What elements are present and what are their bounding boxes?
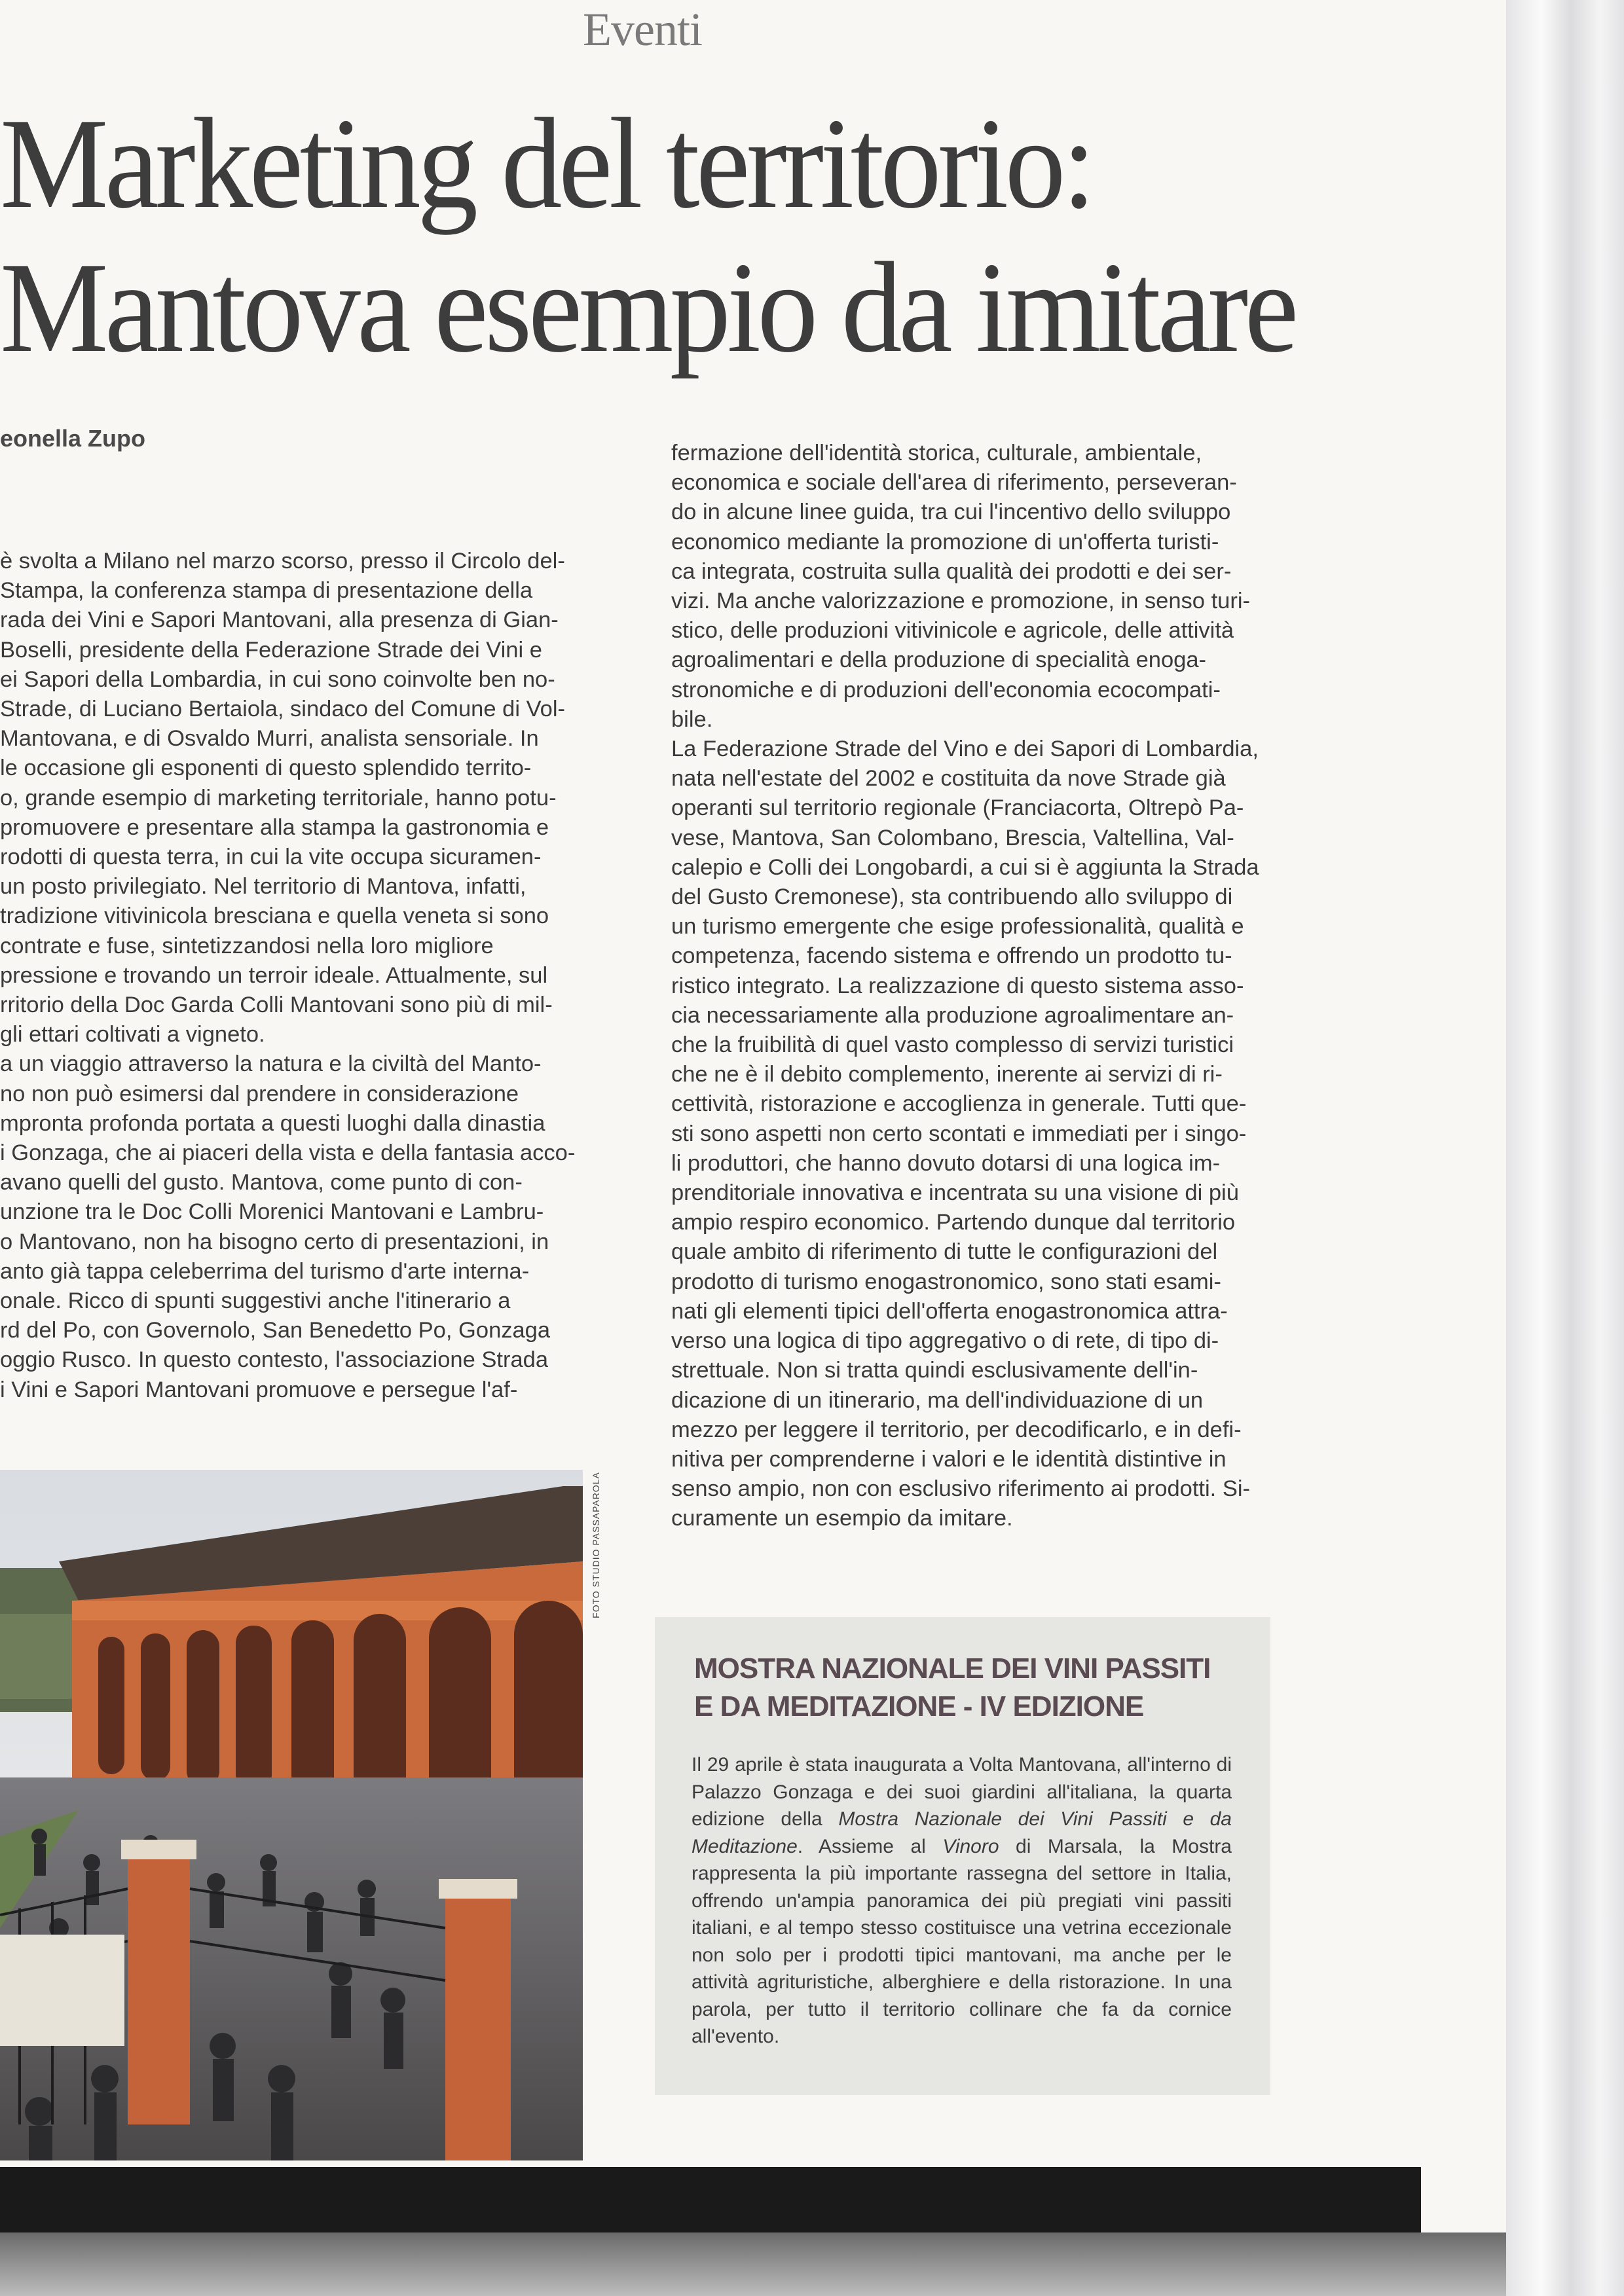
sidebar-title-line-2: E DA MEDITAZIONE - IV EDIZIONE	[694, 1690, 1144, 1722]
article-line: i Gonzaga, che ai piaceri della vista e della fantasia acco-	[0, 1140, 576, 1166]
photo-credit	[583, 1473, 609, 1617]
sidebar-text-part-1: Il 29 aprile è stata inaugurata a Volta Mantovana, all'interno di Palazzo Gonzaga e dei suoi giardini all'italiana, la quarta edizione della	[692, 1754, 1232, 1830]
article-line: promuovere e presentare alla stampa la gastronomia e	[0, 814, 549, 840]
article-line: stronomiche e di produzioni dell'economia ecocompati-	[671, 677, 1221, 702]
article-line: o, grande esempio di marketing territoriale, hanno potu-	[0, 785, 557, 811]
article-line: Strade, di Luciano Bertaiola, sindaco del Comune di Vol-	[0, 697, 566, 722]
headline-line-2: Mantova esempio da imitare	[0, 236, 1295, 379]
event-photo	[0, 1470, 583, 2160]
article-line: del Gusto Cremonese), sta contribuendo allo sviluppo di	[671, 884, 1233, 910]
article-line: La Federazione Strade del Vino e dei Sapori di Lombardia,	[671, 737, 1259, 762]
article-headline	[0, 92, 1295, 380]
article-line: ca integrata, costruita sulla qualità dei prodotti e dei ser-	[671, 558, 1232, 584]
article-line: verso una logica di tipo aggregativo o di rete, di tipo di-	[671, 1328, 1219, 1354]
article-line: operanti sul territorio regionale (Franciacorta, Oltrepò Pa-	[671, 795, 1244, 821]
article-line: rritorio della Doc Garda Colli Mantovani sono più di mil-	[0, 993, 553, 1018]
article-line: do in alcune linee guida, tra cui l'incentivo dello sviluppo	[671, 500, 1231, 525]
article-line: cettività, ristorazione e accoglienza in generale. Tutti que-	[671, 1091, 1247, 1117]
article-line: pressione e trovando un terroir ideale. Attualmente, sul	[0, 962, 548, 988]
article-line: ei Sapori della Lombardia, in cui sono coinvolte ben no-	[0, 666, 555, 692]
article-line: competenza, facendo sistema e offrendo un prodotto tu-	[671, 943, 1232, 969]
article-line: a un viaggio attraverso la natura e la civiltà del Manto-	[0, 1051, 542, 1077]
article-line: Boselli, presidente della Federazione Strade dei Vini e	[0, 637, 542, 663]
article-line: oggio Rusco. In questo contesto, l'associazione Strada	[0, 1347, 549, 1373]
sidebar-text-part-3: di Marsala, la Mostra rappresenta la più importante rassegna del settore in Italia, offrendo un'ampia panoramica dei più pregiati vini passiti italiani, e al tempo stesso costituisce una vetrina eccezionale non solo per i prodotti tipici mantovani, ma anche per le attività agrituristiche, alberghiere e della ristorazione. In una parola, per tutto il territorio collinare che fa da cornice all'evento.	[692, 1835, 1232, 2047]
article-line: cia necessariamente alla produzione agroalimentare an-	[671, 1002, 1234, 1028]
article-line: un posto privilegiato. Nel territorio di Mantova, infatti,	[0, 874, 526, 900]
author-byline: eonella Zupo	[0, 425, 146, 452]
article-line: tradizione vitivinicola bresciana e quella veneta si sono	[0, 903, 549, 929]
sidebar-event-name: Mostra Nazionale dei Vini Passiti e da Meditazione	[692, 1808, 1232, 1857]
sidebar-vinoro-name: Vinoro	[942, 1835, 999, 1857]
article-line: rd del Po, con Governolo, San Benedetto Po, Gonzaga	[0, 1318, 551, 1343]
article-line: che la fruibilità di quel vasto complesso di servizi turistici	[671, 1032, 1234, 1058]
article-line: nati gli elementi tipici dell'offerta enogastronomica attra-	[671, 1298, 1228, 1324]
article-line: vese, Mantova, San Colombano, Brescia, Valtellina, Val-	[671, 825, 1234, 850]
article-line: stico, delle produzioni vitivinicole e agricole, delle attività	[671, 618, 1234, 644]
article-line: curamente un esempio da imitare.	[671, 1506, 1013, 1531]
article-line: che ne è il debito complemento, inerente ai servizi di ri-	[671, 1062, 1223, 1087]
article-line: un turismo emergente che esige professionalità, qualità e	[671, 914, 1244, 939]
article-line: economica e sociale dell'area di riferimento, perseveran-	[671, 470, 1237, 496]
sidebar-text	[692, 1751, 1232, 2050]
article-line: rodotti di questa terra, in cui la vite occupa sicuramen-	[0, 845, 542, 870]
scan-bottom-strip	[0, 2232, 1506, 2296]
sidebar-title	[694, 1650, 1257, 1726]
article-line: calepio e Colli dei Longobardi, a cui si è aggiunta la Strada	[671, 854, 1259, 880]
page-bottom-bar	[0, 2167, 1421, 2232]
article-line: bile.	[671, 706, 713, 732]
sidebar-title-line-1: MOSTRA NAZIONALE DEI VINI PASSITI	[694, 1652, 1211, 1685]
article-line: è svolta a Milano nel marzo scorso, presso il Circolo del-	[0, 549, 565, 574]
article-line: avano quelli del gusto. Mantova, come punto di con-	[0, 1170, 523, 1195]
article-line: Mantovana, e di Osvaldo Murri, analista sensoriale. In	[0, 726, 539, 752]
article-line: unzione tra le Doc Colli Morenici Mantovani e Lambru-	[0, 1199, 544, 1225]
article-line: vizi. Ma anche valorizzazione e promozione, in senso turi-	[671, 589, 1250, 614]
article-line: ampio respiro economico. Partendo dunque dal territorio	[671, 1210, 1236, 1235]
article-line: rada dei Vini e Sapori Mantovani, alla presenza di Gian-	[0, 608, 559, 633]
article-line: anto già tappa celeberrima del turismo d'arte interna-	[0, 1258, 530, 1284]
headline-line-1: Marketing del territorio:	[0, 92, 1092, 235]
sidebar-text-part-2: . Assieme al	[797, 1835, 943, 1857]
article-line: nata nell'estate del 2002 e costituita da nove Strade già	[671, 766, 1226, 792]
article-line: quale ambito di riferimento di tutte le configurazioni del	[671, 1239, 1218, 1265]
section-label: Eventi	[583, 3, 702, 56]
article-line: Stampa, la conferenza stampa di presentazione della	[0, 578, 533, 604]
article-column-left	[0, 547, 593, 1405]
article-line: sti sono aspetti non certo scontati e immediati per i singo-	[671, 1121, 1247, 1146]
article-line: gli ettari coltivati a vigneto.	[0, 1022, 265, 1048]
article-line: mezzo per leggere il territorio, per decodificarlo, e in defi-	[671, 1417, 1242, 1442]
article-line: o Mantovano, non ha bisogno certo di presentazioni, in	[0, 1229, 549, 1254]
article-line: fermazione dell'identità storica, culturale, ambientale,	[671, 441, 1202, 465]
article-line: mpronta profonda portata a questi luoghi dalla dinastia	[0, 1110, 545, 1136]
article-line: dicazione di un itinerario, ma dell'individuazione di un	[671, 1387, 1204, 1413]
photo-credit-text: FOTO STUDIO PASSAPAROLA	[591, 1472, 601, 1618]
article-line: i Vini e Sapori Mantovani promuove e persegue l'af-	[0, 1377, 518, 1402]
page-edge	[1506, 0, 1624, 2296]
article-line: ristico integrato. La realizzazione di questo sistema asso-	[671, 973, 1244, 998]
sidebar-box	[655, 1617, 1270, 2095]
article-line: no non può esimersi dal prendere in considerazione	[0, 1081, 519, 1106]
article-column-right	[671, 439, 1280, 1534]
article-line: li produttori, che hanno dovuto dotarsi di una logica im-	[671, 1150, 1221, 1176]
article-line: nitiva per comprenderne i valori e le identità distintive in	[671, 1446, 1227, 1472]
article-line: senso ampio, non con esclusivo riferimento ai prodotti. Si-	[671, 1476, 1251, 1502]
article-line: agroalimentari e della produzione di specialità enoga-	[671, 647, 1207, 673]
article-line: le occasione gli esponenti di questo splendido territo-	[0, 756, 532, 781]
article-line: contrate e fuse, sintetizzandosi nella loro migliore	[0, 933, 494, 958]
article-line: strettuale. Non si tratta quindi esclusivamente dell'in-	[671, 1358, 1198, 1383]
article-line: prenditoriale innovativa e incentrata su una visione di più	[671, 1180, 1239, 1206]
article-line: onale. Ricco di spunti suggestivi anche l'itinerario a	[0, 1288, 511, 1314]
article-line: prodotto di turismo enogastronomico, sono stati esami-	[671, 1269, 1221, 1294]
article-line: economico mediante la promozione di un'offerta turisti-	[671, 529, 1219, 555]
